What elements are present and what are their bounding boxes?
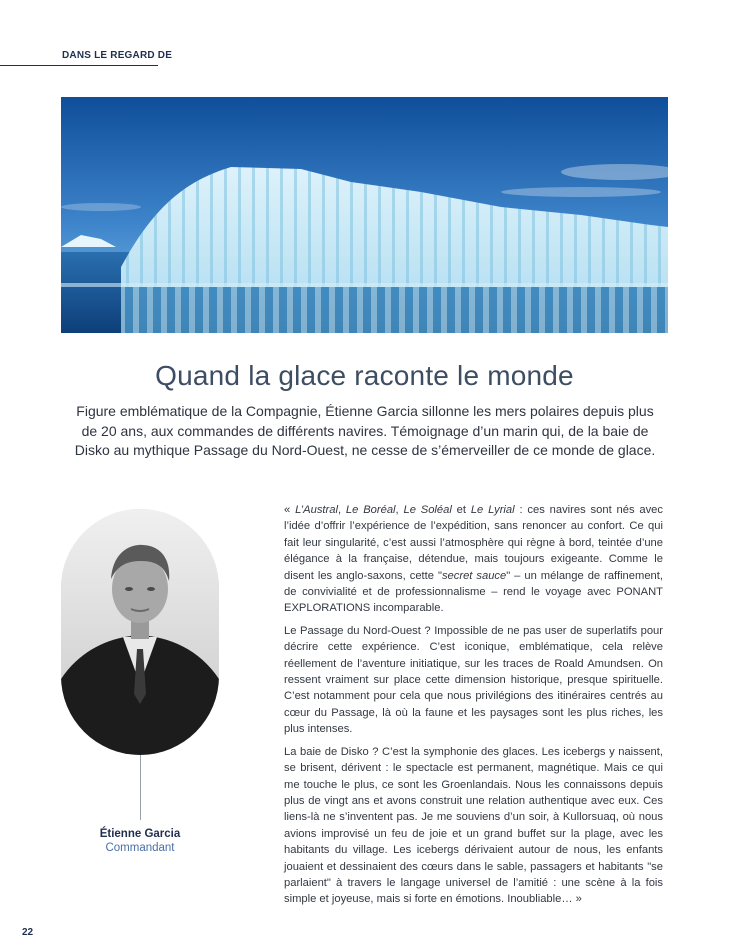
- ship-name: L’Austral: [295, 504, 338, 516]
- article-body: [284, 502, 663, 914]
- portrait-name: Étienne Garcia: [99, 828, 181, 840]
- quote-open: «: [284, 504, 296, 516]
- secret-sauce-term: secret sauce: [441, 569, 507, 582]
- section-rule: [0, 65, 158, 66]
- hero-iceberg-image: [61, 97, 668, 333]
- portrait-role: Commandant: [105, 842, 175, 854]
- ship-name: Le Lyrial: [470, 504, 515, 516]
- page-number: 22: [22, 927, 34, 938]
- paragraph-1-text: : ces navires sont nés avec l’idée d’offrir l’expérience de l’expédition, sans renoncer au confort. Ce qui fait leur singularité, c’est aussi l’atmosphère qui règne à bord, teintée d’une élégance à la française, détendue, mais toujours exigeante. Comme le disent les anglo-saxons, cette ": [284, 504, 663, 582]
- ship-name: Le Boréal: [345, 504, 396, 516]
- captain-portrait: [61, 509, 219, 755]
- paragraph-1: [284, 502, 663, 617]
- ship-name: Le Soléal: [403, 504, 452, 516]
- section-label: DANS LE REGARD DE: [62, 50, 173, 61]
- article-lead: Figure emblématique de la Compagnie, Étienne Garcia sillonne les mers polaires depuis plus de 20 ans, aux commandes de différents navires. Témoignage d’un marin qui, de la baie de Disko au mythique Passage du Nord-Ouest, ne cesse de s’émerveiller de ce monde de glace.: [74, 403, 656, 458]
- paragraph-3: La baie de Disko ? C’est la symphonie des glaces. Les icebergs y naissent, se brisent, dérivent : le spectacle est permanent, magnétique. Mais ce qui me touche le plus, ce sont les Groenlandais. Nous les connaissons depuis plus de vingt ans et avons construit une relation authentique avec eux. Ces liens-là ne s’inventent pas. Je me souviens d’un soir, à Kullorsuaq, où nous avions improvisé un feu de joie et un grand buffet sur la plage, avec les habitants du village. Les icebergs dérivaient autour de nous, les enfants jouaient et dessinaient des cœurs dans le sable, passagers et habitants "se parlaient" à travers le langage universel de l’amitié : une scène à la fois simple et joyeuse, mais si forte en émotions. Inoubliable… »: [284, 745, 663, 906]
- separator: ,: [337, 504, 346, 516]
- separator: et: [451, 504, 471, 516]
- portrait-connector-line: [140, 755, 141, 820]
- paragraph-1-end: " – un mélange de raffinement, de convivialité et de professionnalisme – rend le voyage avec PONANT EXPLORATIONS incomparable.: [284, 569, 663, 615]
- paragraph-2: Le Passage du Nord-Ouest ? Impossible de ne pas user de superlatifs pour décrire cette expérience. C’est iconique, emblématique, cela relève réellement de l’aventure initiatique, sur les traces de Roald Amundsen. On ressent vraiment sur place cette dimension historique, presque spirituelle. C’est notamment pour cela que nous privilégions des itinéraires centrés au cœur du Passage, là où la faune et les paysages sont les plus riches, les plus intenses.: [284, 624, 663, 736]
- article-title: Quand la glace raconte le monde: [155, 360, 574, 391]
- separator: ,: [395, 504, 404, 516]
